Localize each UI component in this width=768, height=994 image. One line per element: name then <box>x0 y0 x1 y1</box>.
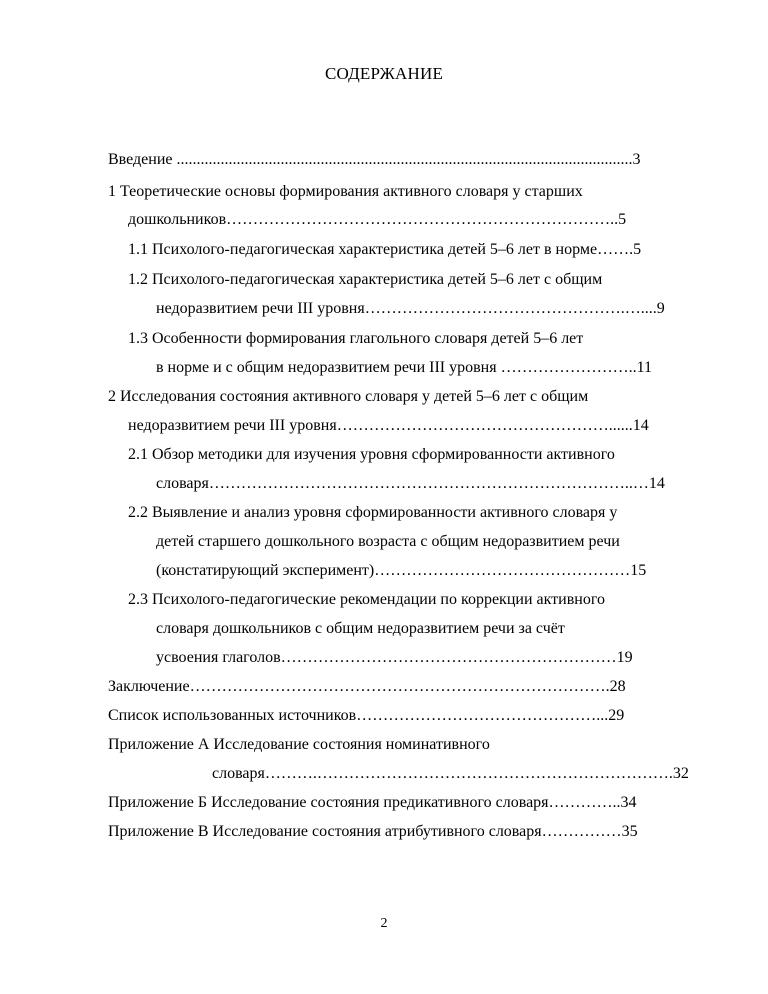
toc-line: усвоения глаголов………………………………………………………19 <box>156 649 633 666</box>
toc-line: Список использованных источников………………………………………...29 <box>108 707 625 724</box>
toc-line: 2.3 Психолого-педагогические рекомендации по коррекции активного <box>128 591 606 608</box>
toc-line: Заключение…………………………………………………………………….28 <box>108 678 626 695</box>
toc-line: Приложение А Исследование состояния номинативного <box>108 736 490 753</box>
page-number: 2 <box>380 916 388 931</box>
toc-line: Введение ..................................................................................................................3 <box>108 151 641 168</box>
toc-line: 1.1 Психолого-педагогическая характеристика детей 5–6 лет в норме…….5 <box>128 241 642 258</box>
toc-line: 1.2 Психолого-педагогическая характеристика детей 5‒6 лет с общим <box>128 271 603 288</box>
toc-line: Приложение Б Исследование состояния предикативного словаря…………..34 <box>108 794 637 811</box>
toc-line: недоразвитием речи III уровня……………………………………………......14 <box>128 417 649 434</box>
toc-line: 1 Теоретические основы формирования активного словаря у старших <box>108 183 583 200</box>
toc-line: Приложение В Исследование состояния атрибутивного словаря……………35 <box>108 823 638 840</box>
toc-line: (констатирующий эксперимент)…………………………………………15 <box>156 562 647 579</box>
toc-line: детей старшего дошкольного возраста с общим недоразвитием речи <box>156 533 620 550</box>
toc-line: словаря……………………………………………………………………..…14 <box>156 475 665 492</box>
toc-line: 2.1 Обзор методики для изучения уровня сформированности активного <box>128 446 615 463</box>
toc-line: в норме и с общим недоразвитием речи III уровня ……………………..11 <box>156 359 653 376</box>
toc-line: недоразвитием речи III уровня………………………………………….…....9 <box>156 300 665 317</box>
toc-line: дошкольников………………………………………………………………..5 <box>128 211 627 228</box>
toc-line: 2.2 Выявление и анализ уровня сформированности активного словаря у <box>128 504 618 521</box>
toc-line: 2 Исследования состояния активного словаря у детей 5‒6 лет с общим <box>108 388 589 405</box>
toc-line: словаря дошкольников с общим недоразвитием речи за счёт <box>156 620 565 637</box>
document-title: СОДЕРЖАНИЕ <box>324 64 444 83</box>
toc-line: 1.3 Особенности формирования глагольного словаря детей 5‒6 лет <box>128 330 584 347</box>
toc-line: словаря……….………………………………………………………….32 <box>212 765 689 782</box>
